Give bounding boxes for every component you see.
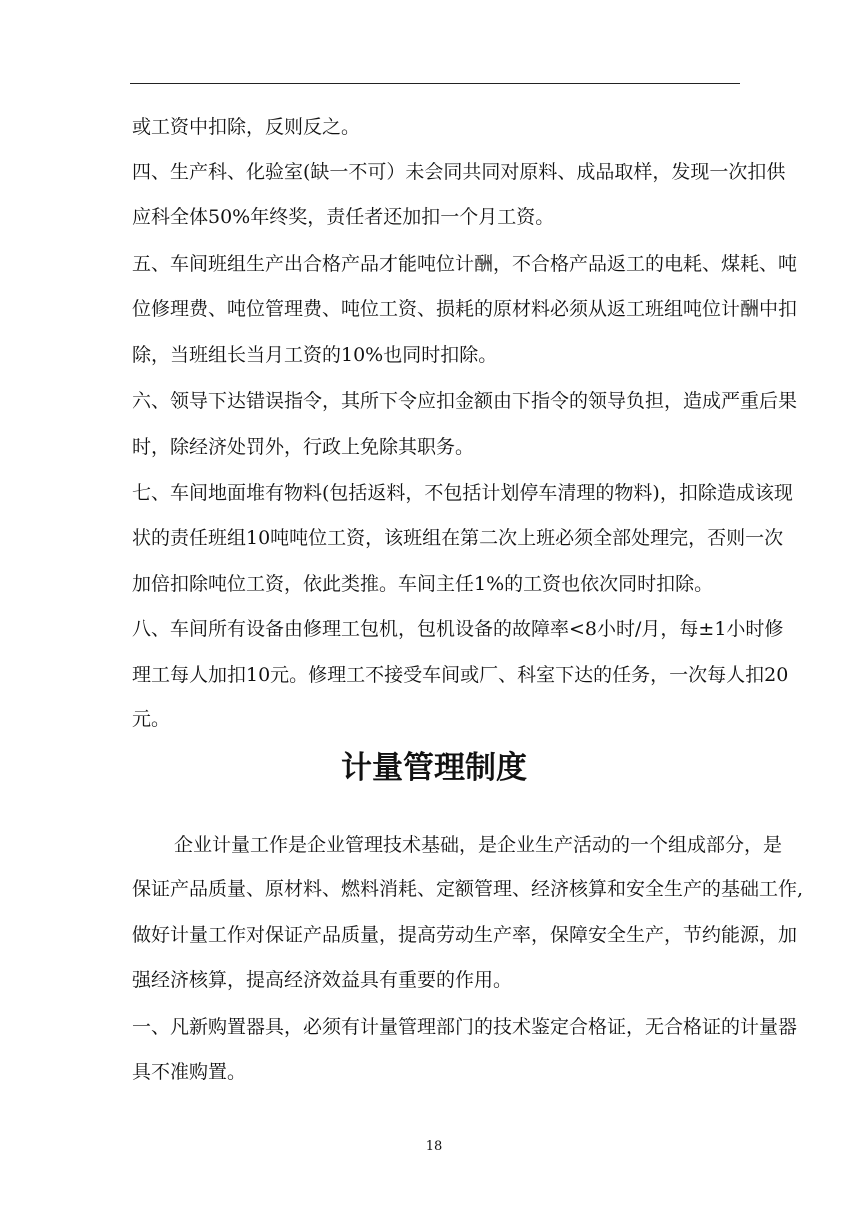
body-line-1: 或工资中扣除，反则反之。: [132, 116, 361, 138]
section-line-4: 强经济核算，提高经济效益具有重要的作用。: [132, 969, 513, 991]
body-line-12: 八、车间所有设备由修理工包机，包机设备的故障率<8小时/月，每±1小时修: [132, 618, 784, 640]
body-line-2: 四、生产科、化验室(缺一不可）未会同共同对原料、成品取样，发现一次扣供: [132, 161, 786, 183]
body-line-10: 状的责任班组10吨吨位工资，该班组在第二次上班必须全部处理完，否则一次: [132, 527, 784, 549]
body-line-5: 位修理费、吨位管理费、吨位工资、损耗的原材料必须从返工班组吨位计酬中扣: [132, 298, 798, 320]
section-line-5: 一、凡新购置器具，必须有计量管理部门的技术鉴定合格证，无合格证的计量器: [132, 1016, 798, 1038]
body-line-4: 五、车间班组生产出合格产品才能吨位计酬，不合格产品返工的电耗、煤耗、吨: [132, 253, 798, 275]
section-line-6: 具不准购置。: [132, 1061, 247, 1083]
body-line-3: 应科全体50%年终奖，责任者还加扣一个月工资。: [132, 206, 555, 228]
body-line-11: 加倍扣除吨位工资，依此类推。车间主任1%的工资也依次同时扣除。: [132, 573, 714, 595]
body-line-13: 理工每人加扣10元。修理工不接受车间或厂、科室下达的任务，一次每人扣20: [132, 664, 789, 686]
page-number: 18: [425, 1139, 443, 1154]
body-line-9: 七、车间地面堆有物料(包括返料，不包括计划停车清理的物料)，扣除造成该现: [132, 482, 793, 504]
body-line-14: 元。: [132, 708, 171, 730]
section-line-2: 保证产品质量、原材料、燃料消耗、定额管理、经济核算和安全生产的基础工作,: [132, 878, 804, 900]
body-line-7: 六、领导下达错误指令，其所下令应扣金额由下指令的领导负担，造成严重后果: [132, 390, 798, 412]
body-line-8: 时，除经济处罚外，行政上免除其职务。: [132, 436, 475, 458]
section-line-3: 做好计量工作对保证产品质量，提高劳动生产率，保障安全生产，节约能源，加: [132, 924, 798, 946]
section-line-1: 企业计量工作是企业管理技术基础，是企业生产活动的一个组成部分，是: [174, 834, 783, 856]
body-line-6: 除，当班组长当月工资的10%也同时扣除。: [132, 344, 498, 366]
header-rule: [130, 83, 740, 84]
section-title: 计量管理制度: [341, 750, 527, 786]
